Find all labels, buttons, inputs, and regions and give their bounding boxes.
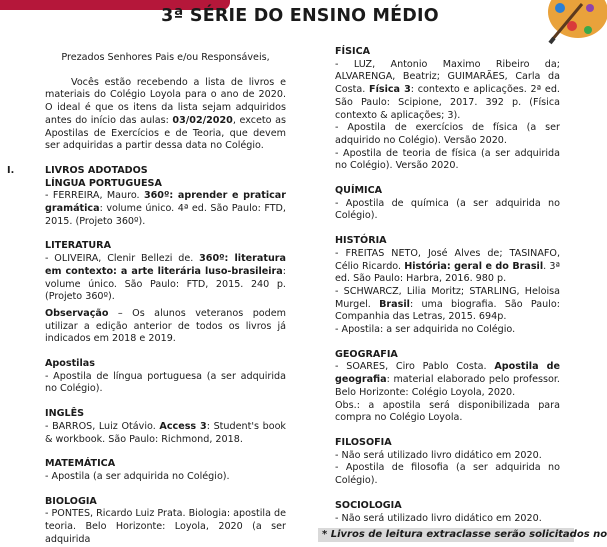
fisica-item: - Apostila de exercícios de física (a ser adquirido no Colégio). Versão 2020.: [335, 122, 560, 146]
apostilas-item: - Apostila de língua portuguesa (a ser adquirida no Colégio).: [45, 370, 286, 395]
filosofia-item: - Não será utilizado livro didático em 2020.: [335, 449, 542, 461]
heading-fisica: FÍSICA: [335, 46, 371, 57]
heading-sociologia: SOCIOLOGIA: [335, 499, 402, 511]
heading-filosofia: FILOSOFIA: [335, 436, 392, 448]
right-column: [335, 46, 560, 525]
literatura-item: - OLIVEIRA, Clenir Bellezi de. 360º: literatura em contexto: a arte literária luso-brasileira: volume único. São Paulo: FTD, 2015. 240 p. (Projeto 360º).: [45, 253, 286, 303]
filosofia-item: - Apostila de filosofia (a ser adquirida no Colégio).: [335, 462, 560, 487]
lingua-item: - FERREIRA, Mauro. 360º: aprender e praticar gramática: volume único. 4ª ed. São Paulo: FTD, 2015. (Projeto 360º).: [45, 190, 286, 227]
matematica-item: - Apostila (a ser adquirida no Colégio).: [45, 470, 230, 482]
historia-item: - Apostila: a ser adquirida no Colégio.: [335, 324, 516, 336]
section-title: LIVROS ADOTADOS: [45, 164, 148, 176]
historia-item: - FREITAS NETO, José Alves de; TASINAFO, Célio Ricardo. História: geral e do Brasil. 3ª ed. São Paulo: Harbra, 2016. 980 p.: [335, 247, 560, 285]
biologia-item: - PONTES, Ricardo Luiz Prata. Biologia: apostila de teoria. Belo Horizonte: Loyola, 2020 (a ser adquirida: [45, 508, 287, 545]
geografia-obs: Obs.: a apostila será disponibilizada para compra no Colégio Loyola.: [335, 399, 560, 424]
heading-geografia: GEOGRAFIA: [335, 348, 398, 360]
sociologia-item: - Não será utilizado livro didático em 2020.: [335, 512, 542, 524]
heading-biologia: BIOLOGIA: [45, 495, 97, 507]
heading-ingles: INGLÊS: [45, 408, 85, 420]
section-number: I.: [7, 164, 15, 176]
quimica-item: - Apostila de química (a ser adquirida no Colégio).: [335, 197, 560, 222]
heading-quimica: QUÍMICA: [335, 185, 383, 197]
heading-historia: HISTÓRIA: [335, 235, 387, 247]
extraclass-reading-note: * Livros de leitura extraclasse serão solicitados no: [318, 528, 574, 542]
literatura-observacao: Observação – Os alunos veteranos podem utilizar a edição anterior de todos os livros já indicados em 2018 e 2019.: [45, 307, 286, 345]
section-livros-adotados: [7, 164, 286, 229]
heading-literatura: LITERATURA: [45, 240, 111, 252]
greeting: Prezados Senhores Pais e/ou Responsáveis,: [61, 52, 270, 63]
fisica-item: - LUZ, Antonio Maximo Ribeiro da; ALVARENGA, Beatriz; GUIMARÃES, Carla da Costa. Física 3: contexto e aplicações. 2ª ed. São Paulo: Scipione, 2017. 392 p. (Física contexto & aplicações; 3).: [335, 58, 560, 121]
page-title: 3ª SÉRIE DO ENSINO MÉDIO: [161, 6, 439, 26]
heading-lingua-portuguesa: LÍNGUA PORTUGUESA: [45, 177, 162, 189]
historia-item: - SCHWARCZ, Lilia Moritz; STARLING, Heloisa Murgel. Brasil: uma biografia. São Paulo: Companhia das Letras, 2015. 694p.: [335, 285, 561, 323]
ingles-item: - BARROS, Luiz Otávio. Access 3: Student's book & workbook. São Paulo: Richmond, 2018.: [45, 420, 286, 445]
heading-matematica: MATEMÁTICA: [45, 458, 116, 470]
left-column: [7, 52, 287, 547]
heading-apostilas: Apostilas: [45, 358, 95, 370]
fisica-item: - Apostila de teoria de física (a ser adquirida no Colégio). Versão 2020.: [335, 147, 560, 172]
geografia-item: - SOARES, Ciro Pablo Costa. Apostila de geografia: material elaborado pelo professor. Belo Horizonte: Colégio Loyola, 2020.: [335, 361, 560, 398]
intro-paragraph: Vocês estão recebendo a lista de livros e materiais do Colégio Loyola para o ano de 2020. O ideal é que os itens da lista sejam adquiridos antes do início das aulas: 03/02/2020, exceto as Apostilas de Exercícios e de Teoria, que devem ser adquiridas a partir dessa data no Colégio.: [45, 76, 286, 152]
